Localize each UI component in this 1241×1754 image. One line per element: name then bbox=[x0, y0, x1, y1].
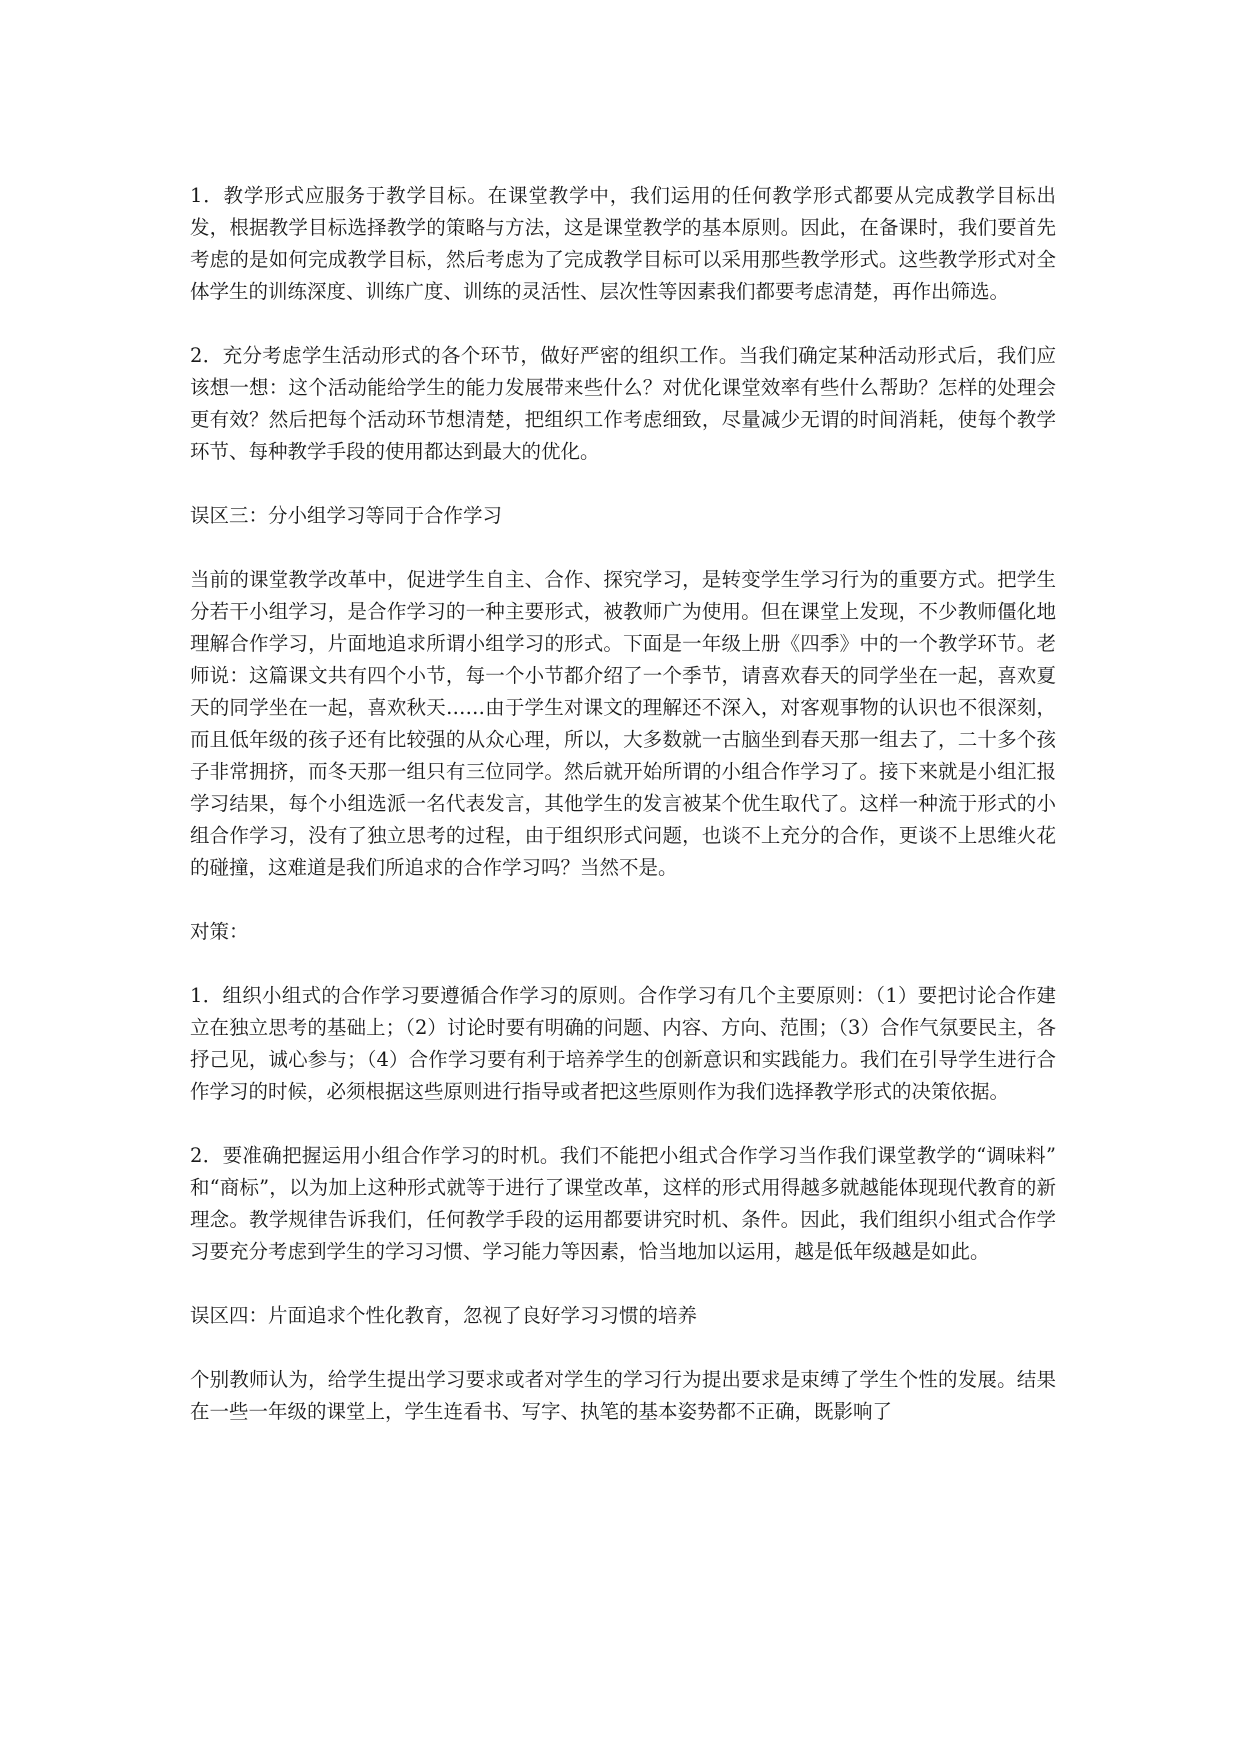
heading-countermeasures: 对策： bbox=[190, 920, 249, 943]
document-body bbox=[190, 180, 1056, 1428]
paragraph-group-learning-case: 当前的课堂教学改革中，促进学生自主、合作、探究学习，是转变学生学习行为的重要方式。把学生分若干小组学习，是合作学习的一种主要形式，被教师广为使用。但在课堂上发现，不少教师僵化地理解合作学习，片面地追求所谓小组学习的形式。下面是一年级上册《四季》中的一个教学环节。老师说：这篇课文共有四个小节，每一个小节都介绍了一个季节，请喜欢春天的同学坐在一起，喜欢夏天的同学坐在一起，喜欢秋天……由于学生对课文的理解还不深入，对客观事物的认识也不很深刻，而且低年级的孩子还有比较强的从众心理，所以，大多数就一古脑坐到春天那一组去了，二十多个孩子非常拥挤，而冬天那一组只有三位同学。然后就开始所谓的小组合作学习了。接下来就是小组汇报学习结果，每个小组选派一名代表发言，其他学生的发言被某个优生取代了。这样一种流于形式的小组合作学习，没有了独立思考的过程，由于组织形式问题，也谈不上充分的合作，更谈不上思维火花的碰撞，这难道是我们所追求的合作学习吗？当然不是。 bbox=[190, 568, 1056, 879]
heading-misconception-four: 误区四：片面追求个性化教育，忽视了良好学习习惯的培养 bbox=[190, 1304, 698, 1327]
paragraph-activity-organization: 2．充分考虑学生活动形式的各个环节，做好严密的组织工作。当我们确定某种活动形式后，我们应该想一想：这个活动能给学生的能力发展带来些什么？对优化课堂效率有些什么帮助？怎样的处理会更有效？然后把每个活动环节想清楚，把组织工作考虑细致，尽量减少无谓的时间消耗，使每个教学环节、每种教学手段的使用都达到最大的优化。 bbox=[190, 344, 1056, 463]
heading-misconception-three: 误区三：分小组学习等同于合作学习 bbox=[190, 504, 503, 527]
paragraph-individuality: 个别教师认为，给学生提出学习要求或者对学生的学习行为提出要求是束缚了学生个性的发展。结果在一些一年级的课堂上，学生连看书、写字、执笔的基本姿势都不正确，既影响了 bbox=[190, 1368, 1056, 1423]
paragraph-objective-principle: 1．教学形式应服务于教学目标。在课堂教学中，我们运用的任何教学形式都要从完成教学目标出发，根据教学目标选择教学的策略与方法，这是课堂教学的基本原则。因此，在备课时，我们要首先考虑的是如何完成教学目标，然后考虑为了完成教学目标可以采用那些教学形式。这些教学形式对全体学生的训练深度、训练广度、训练的灵活性、层次性等因素我们都要考虑清楚，再作出筛选。 bbox=[190, 184, 1056, 303]
paragraph-cooperation-principles: 1．组织小组式的合作学习要遵循合作学习的原则。合作学习有几个主要原则：（1）要把讨论合作建立在独立思考的基础上；（2）讨论时要有明确的问题、内容、方向、范围；（3）合作气氛要民主，各抒己见，诚心参与；（4）合作学习要有利于培养学生的创新意识和实践能力。我们在引导学生进行合作学习的时候，必须根据这些原则进行指导或者把这些原则作为我们选择教学形式的决策依据。 bbox=[190, 984, 1056, 1103]
paragraph-timing: 2．要准确把握运用小组合作学习的时机。我们不能把小组式合作学习当作我们课堂教学的“调味料” 和“商标”，以为加上这种形式就等于进行了课堂改革，这样的形式用得越多就越能体现现代教育的新理念。教学规律告诉我们，任何教学手段的运用都要讲究时机、条件。因此，我们组织小组式合作学习要充分考虑到学生的学习习惯、学习能力等因素，恰当地加以运用，越是低年级越是如此。 bbox=[190, 1144, 1056, 1263]
